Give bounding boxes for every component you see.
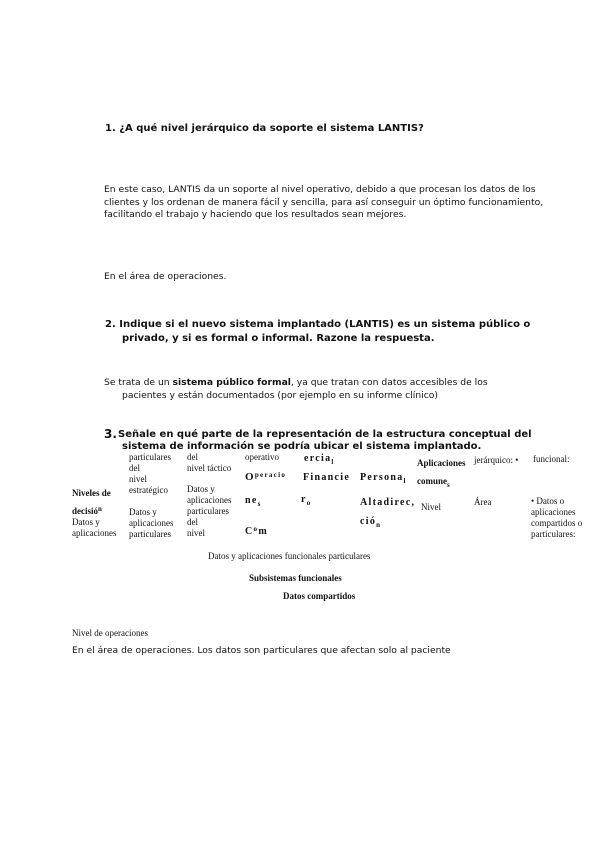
text-line: nivel xyxy=(129,474,147,484)
datos-o-list xyxy=(531,496,582,540)
subscript: l xyxy=(403,477,407,485)
text-line: compartidos o xyxy=(531,518,583,528)
text-line: del xyxy=(187,517,198,527)
text-line: aplicaciones xyxy=(531,507,576,517)
text-line: nivel xyxy=(187,528,205,538)
answer-line: pacientes y están documentados (por ejemplo en su informe clínico) xyxy=(122,389,438,401)
financie-label: Financie xyxy=(303,472,351,483)
funcional-label: funcional: xyxy=(533,454,570,464)
question-2-title xyxy=(105,318,530,346)
col2-top xyxy=(129,452,171,496)
text: Persona xyxy=(360,472,404,483)
title-line: privado, y si es formal o informal. Razone la respuesta. xyxy=(122,333,435,344)
ercia-label xyxy=(304,453,335,464)
title-line: Señale en qué parte de la representación de la estructura conceptual del xyxy=(118,429,532,440)
text-line: aplicaciones xyxy=(187,495,232,505)
area-label: Área xyxy=(474,497,492,507)
text-line: aplicaciones xyxy=(72,528,117,538)
decision-label xyxy=(72,506,102,516)
nes-label xyxy=(245,495,262,506)
altadirec-label xyxy=(360,497,415,508)
subscript: o xyxy=(306,499,312,507)
answer-bold: sistema público formal xyxy=(172,377,291,388)
answer-line xyxy=(104,377,488,390)
text: ne xyxy=(245,495,258,506)
subsistemas-funcionales-label: Subsistemas funcionales xyxy=(249,573,342,583)
text-line: Datos y xyxy=(129,507,157,517)
answer-suffix: , ya que tratan con datos accesibles de los xyxy=(290,377,488,388)
text: ercia xyxy=(304,453,332,464)
comma: , xyxy=(411,497,416,508)
text: O xyxy=(245,471,255,483)
question-3-number: 3. xyxy=(104,427,117,441)
operacio-label xyxy=(245,471,286,483)
text-line: del xyxy=(187,452,198,462)
text: r xyxy=(301,494,307,505)
funcionales-particulares-label: Datos y aplicaciones funcionales particulares xyxy=(208,551,371,561)
answer-line: facilitando el trabajo y haciendo que los resultados sean mejores. xyxy=(104,209,407,220)
superscript: n xyxy=(98,505,102,513)
cion-label xyxy=(360,516,381,527)
persona-label xyxy=(360,472,407,483)
text-line: nivel táctico xyxy=(187,463,232,473)
text-line: particulares xyxy=(129,452,171,462)
operativo-label: operativo xyxy=(245,452,279,462)
title-line: 2. Indique si el nuevo sistema implantado (LANTIS) es un sistema público o xyxy=(105,319,531,330)
text-line: del xyxy=(129,463,140,473)
question-3-text xyxy=(118,429,532,453)
text: decisió xyxy=(72,506,98,516)
question-2-answer xyxy=(104,377,488,402)
text-line: particulares xyxy=(129,529,171,539)
text: ció xyxy=(360,516,377,527)
col2-bot xyxy=(129,507,173,540)
subscript: s xyxy=(257,500,262,508)
text-line: particulares xyxy=(187,506,229,516)
datos-compartidos-label: Datos compartidos xyxy=(283,591,356,601)
text-line: aplicaciones xyxy=(129,518,174,528)
nivel-label: Nivel xyxy=(421,502,441,512)
comune-label xyxy=(417,476,450,489)
text-line: • Datos o xyxy=(531,496,565,506)
title-line: sistema de información se podría ubicar el sistema implantado. xyxy=(122,441,482,452)
text: comune xyxy=(417,476,447,486)
col3-top xyxy=(187,452,231,474)
nivel-operaciones-label: Nivel de operaciones xyxy=(72,628,148,638)
com-label xyxy=(245,526,268,537)
answer-line: clientes y los ordenan de manera fácil y sencilla, para así conseguir un óptimo funcionamiento, xyxy=(104,196,544,208)
datos-aplicaciones-label xyxy=(72,517,116,539)
superscript: o xyxy=(253,525,259,533)
answer-line: En este caso, LANTIS da un soporte al nivel operativo, debido a que procesan los datos de los xyxy=(104,184,536,195)
text: C xyxy=(245,526,254,537)
jerarquico-label: jerárquico: • xyxy=(474,455,519,465)
col3-mid xyxy=(187,484,231,539)
question-1-answer xyxy=(104,184,543,222)
ro-label xyxy=(301,494,312,505)
subscript: l xyxy=(331,458,335,466)
question-1-area: En el área de operaciones. xyxy=(104,271,227,282)
text: m xyxy=(258,526,268,537)
answer-prefix: Se trata de un xyxy=(104,377,173,388)
text: Altadirec xyxy=(360,497,412,508)
subscript: s xyxy=(447,481,450,489)
text-line: estratégico xyxy=(129,485,168,495)
aplicaciones-label: Aplicaciones xyxy=(417,458,466,468)
text-line: Datos y xyxy=(72,517,100,527)
text-line: Datos y xyxy=(187,484,215,494)
superscript: peracio xyxy=(254,471,287,479)
subscript: n xyxy=(376,521,382,529)
question-1-title: 1. ¿A qué nivel jerárquico da soporte el sistema LANTIS? xyxy=(105,123,424,134)
text-line: particulares: xyxy=(531,529,576,539)
niveles-label: Niveles de xyxy=(72,488,111,498)
final-answer: En el área de operaciones. Los datos son particulares que afectan solo al paciente xyxy=(72,645,451,656)
